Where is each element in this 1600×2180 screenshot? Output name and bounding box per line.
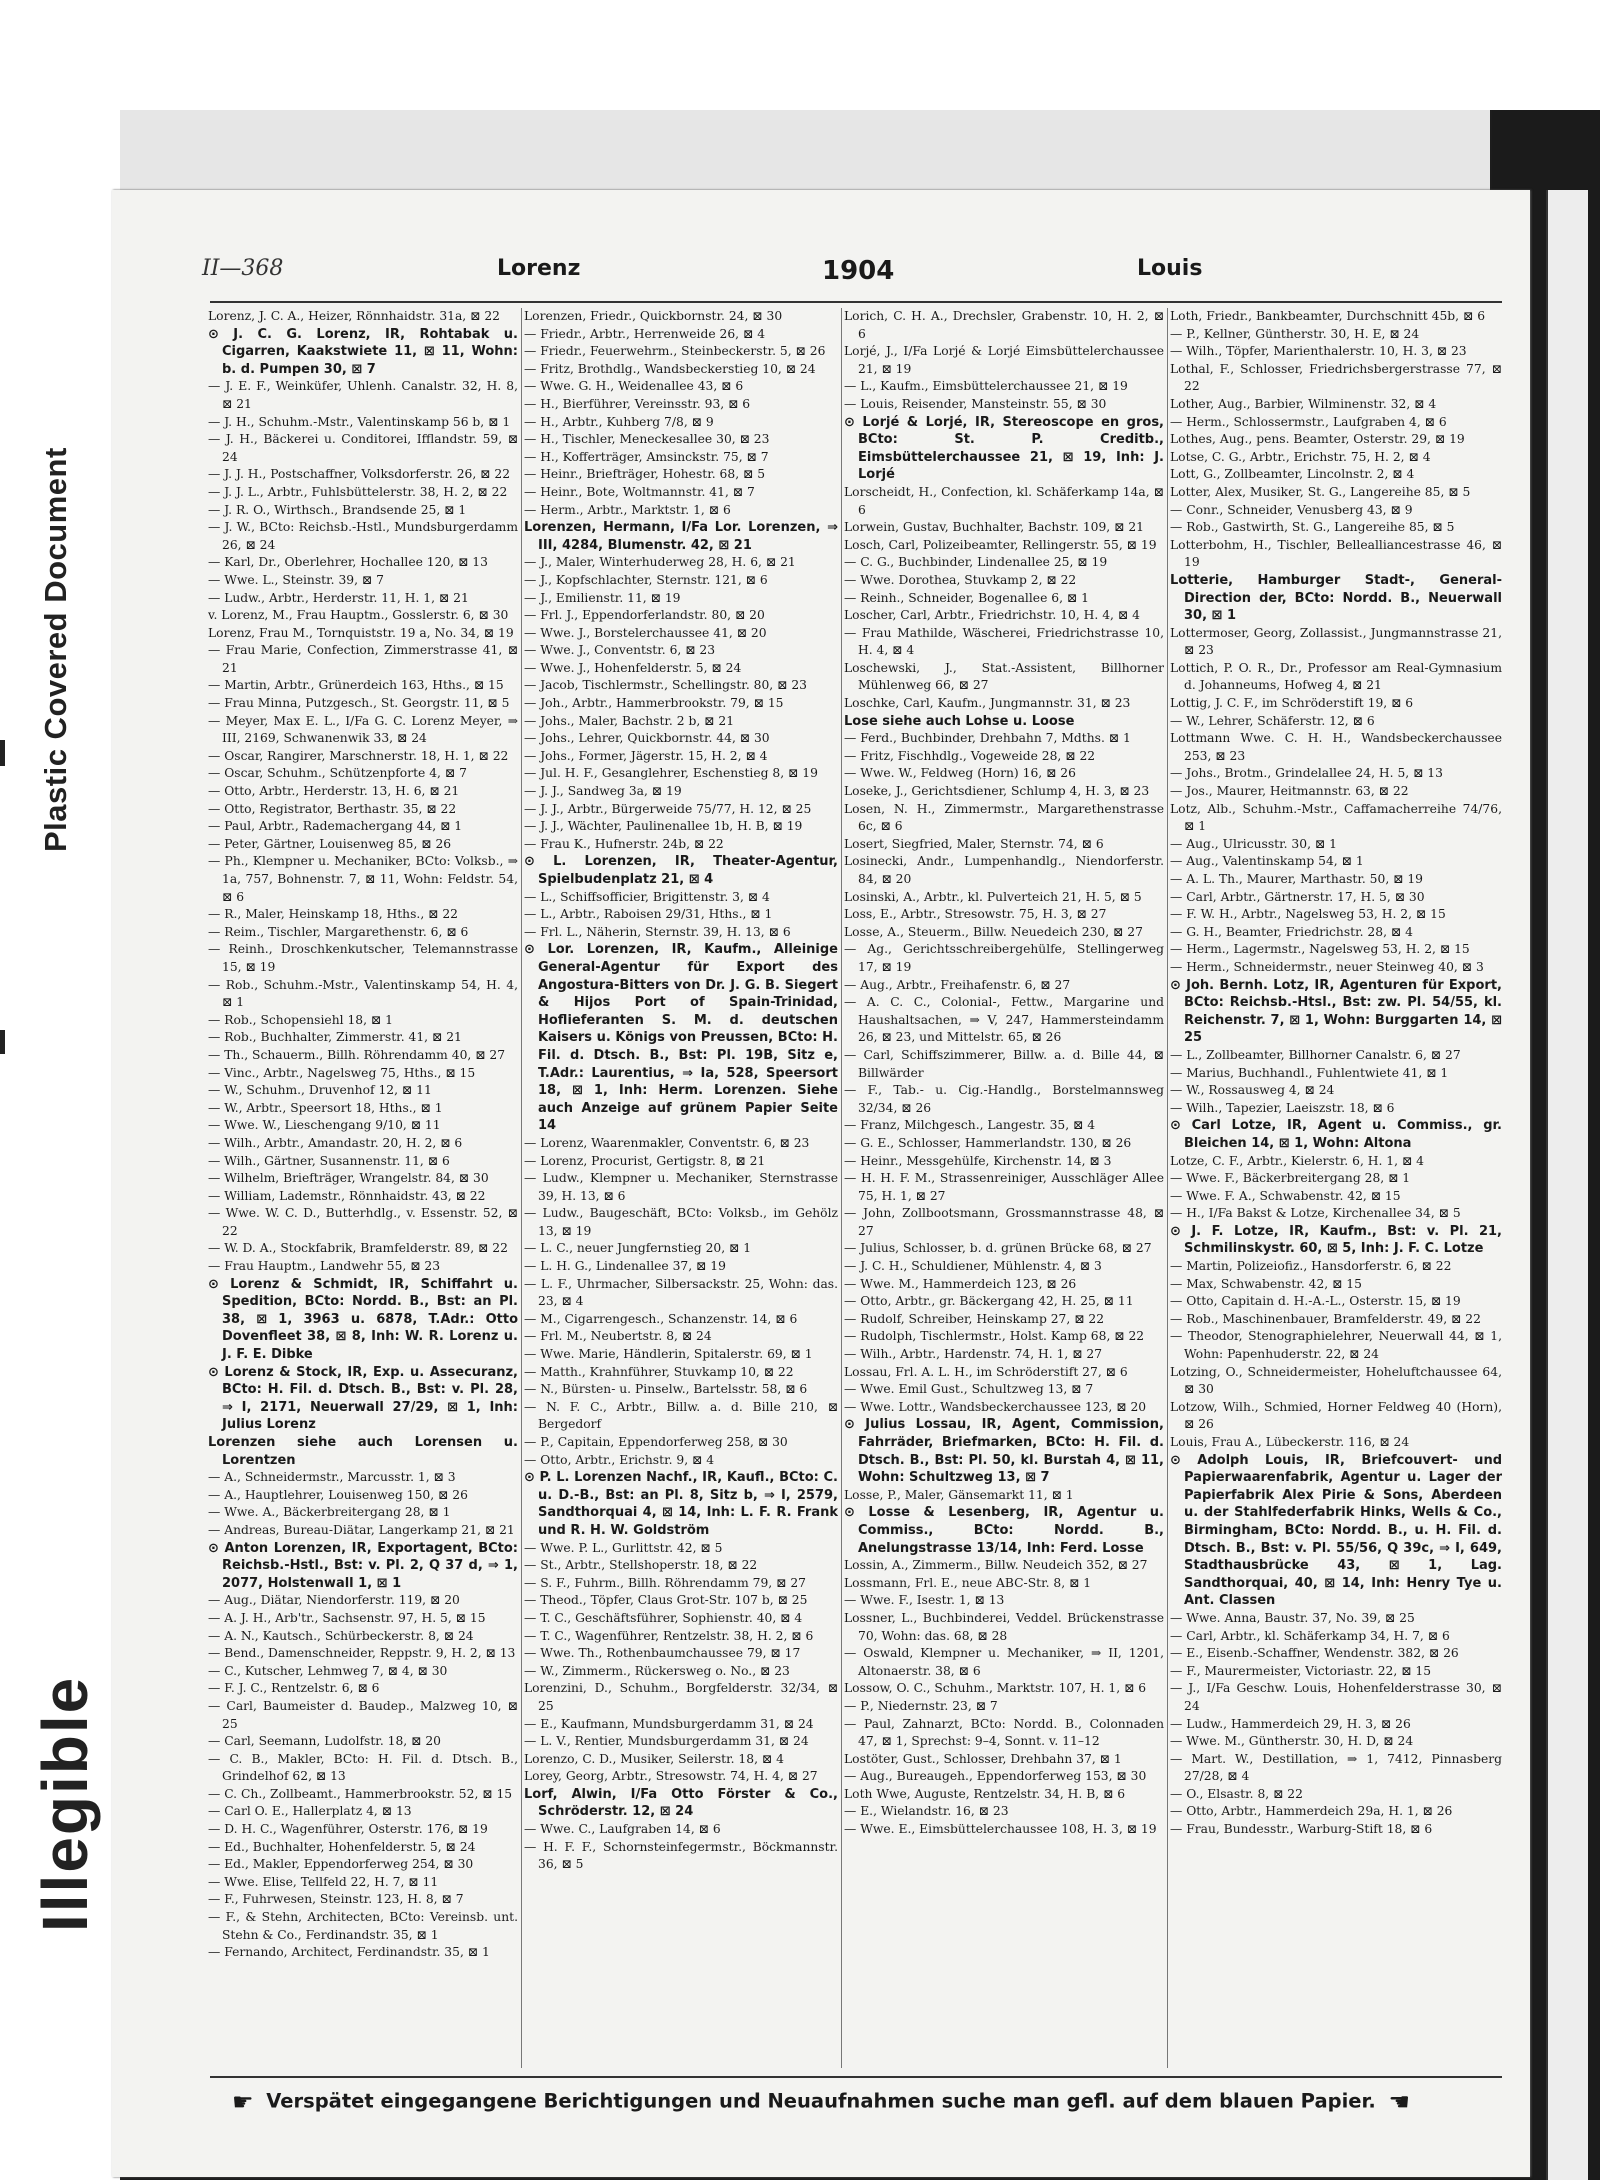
directory-entry: — Wwe. Emil Gust., Schultzweg 13, ⊠ 7: [844, 1382, 1094, 1397]
directory-entry: Losen, N. H., Zimmermstr., Margarethenstrasse 6c, ⊠ 6: [844, 801, 1164, 834]
directory-entry: — P., Niedernstr. 23, ⊠ 7: [844, 1698, 998, 1713]
directory-entry: — Aug., Diätar, Niendorferstr. 119, ⊠ 20: [208, 1593, 460, 1608]
directory-entry: — Herm., Schlossermstr., Laufgraben 4, ⊠ 6: [1170, 414, 1447, 429]
directory-entry: — Johs., Maler, Bachstr. 2 b, ⊠ 21: [524, 713, 735, 728]
directory-entry: — C. B., Makler, BCto: H. Fil. d. Dtsch. B., Grindelhof 62, ⊠ 13: [208, 1751, 518, 1784]
directory-entry: ⊙ P. L. Lorenzen Nachf., IR, Kaufl., BCto: C. u. D.-B., Bst: an Pl. 8, Sitz b, ⇒ I, 2579, Sandthorquai 4, ⊠ 14, Inh: L. F. R. Frank und R. H. W. Goldström: [524, 1470, 838, 1538]
directory-entry: — Karl, Dr., Oberlehrer, Hochallee 120, ⊠ 13: [208, 555, 488, 570]
directory-entry: Lossau, Frl. A. L. H., im Schröderstift 27, ⊠ 6: [844, 1364, 1128, 1379]
directory-entry: Lossow, O. C., Schuhm., Marktstr. 107, H. 1, ⊠ 6: [844, 1681, 1147, 1696]
directory-entry: — Johs., Former, Jägerstr. 15, H. 2, ⊠ 4: [524, 748, 768, 763]
directory-entry: — Wilh., Töpfer, Marienthalerstr. 10, H. 3, ⊠ 23: [1170, 344, 1467, 359]
directory-entry: — H., Bierführer, Vereinsstr. 93, ⊠ 6: [524, 396, 751, 411]
edge-mark: [0, 1030, 5, 1054]
directory-entry: Losse, A., Steuerm., Billw. Neuedeich 230, ⊠ 27: [844, 924, 1143, 939]
directory-entry: — H., Kofferträger, Amsinckstr. 75, ⊠ 7: [524, 449, 769, 464]
directory-entry: Lorenz, J. C. A., Heizer, Rönnhaidstr. 31a, ⊠ 22: [208, 309, 500, 323]
directory-entry: — Julius, Schlosser, b. d. grünen Brücke 68, ⊠ 27: [844, 1241, 1152, 1256]
directory-entry: — Vinc., Arbtr., Nagelsweg 75, Hths., ⊠ 15: [208, 1065, 476, 1080]
directory-entry: — Paul, Zahnarzt, BCto: Nordd. B., Colonnaden 47, ⊠ 1, Sprechst: 9–4, Sonnt. v. 11–12: [844, 1716, 1164, 1749]
directory-entry: — J. J. H., Postschaffner, Volksdorferstr. 26, ⊠ 22: [208, 467, 511, 482]
directory-entry: — S. F., Fuhrm., Billh. Röhrendamm 79, ⊠ 27: [524, 1575, 806, 1590]
directory-entry: Loss, E., Arbtr., Stresowstr. 75, H. 3, ⊠ 27: [844, 907, 1107, 922]
directory-entry: Lotterbohm, H., Tischler, Bellealliancestrasse 46, ⊠ 19: [1170, 537, 1502, 570]
directory-column-4: [1170, 308, 1502, 2070]
directory-column-3: [844, 308, 1164, 2070]
directory-entry: — Th., Schauerm., Billh. Röhrendamm 40, ⊠ 27: [208, 1047, 506, 1062]
directory-entry: — Reinh., Droschkenkutscher, Telemannstrasse 15, ⊠ 19: [208, 942, 518, 974]
footer-notice: [112, 2088, 1530, 2116]
directory-entry: — Frau Marie, Confection, Zimmerstrasse 41, ⊠ 21: [208, 643, 518, 675]
directory-entry: — W., Rossausweg 4, ⊠ 24: [1170, 1083, 1335, 1098]
directory-entry: — Conr., Schneider, Venusberg 43, ⊠ 9: [1170, 502, 1413, 517]
directory-entry: Lother, Aug., Barbier, Wilminenstr. 32, ⊠ 4: [1170, 396, 1437, 411]
directory-entry: — Rudolf, Schreiber, Heinskamp 27, ⊠ 22: [844, 1311, 1105, 1326]
directory-entry: — Rob., Schuhm.-Mstr., Valentinskamp 54, H. 4, ⊠ 1: [208, 977, 518, 1010]
directory-entry: — C. Ch., Zollbeamt., Hammerbrookstr. 52, ⊠ 15: [208, 1786, 513, 1801]
directory-entry: — H. F. F., Schornsteinfegermstr., Böckmannstr. 36, ⊠ 5: [524, 1839, 838, 1872]
directory-entry: Lotse, C. G., Arbtr., Erichstr. 75, H. 2, ⊠ 4: [1170, 449, 1431, 464]
directory-entry: — Rob., Maschinenbauer, Bramfelderstr. 49, ⊠ 22: [1170, 1311, 1481, 1326]
directory-entry: — Wilh., Arbtr., Amandastr. 20, H. 2, ⊠ 6: [208, 1135, 463, 1150]
directory-entry: — J. H., Schuhm.-Mstr., Valentinskamp 56 b, ⊠ 1: [208, 414, 511, 429]
directory-entry: — L., Zollbeamter, Billhorner Canalstr. 6, ⊠ 27: [1170, 1047, 1461, 1062]
directory-entry: Lothal, F., Schlosser, Friedrichsbergerstrasse 77, ⊠ 22: [1170, 361, 1502, 394]
directory-entry: — L. H. G., Lindenallee 37, ⊠ 19: [524, 1259, 726, 1274]
directory-entry: — L., Arbtr., Raboisen 29/31, Hths., ⊠ 1: [524, 907, 773, 922]
directory-entry: — Wwe. A., Bäckerbreitergang 28, ⊠ 1: [208, 1505, 451, 1520]
directory-entry: — J. E. F., Weinküfer, Uhlenh. Canalstr. 32, H. 8, ⊠ 21: [208, 379, 518, 411]
directory-entry: — Heinr., Briefträger, Hohestr. 68, ⊠ 5: [524, 467, 766, 482]
directory-entry: — Wwe. Anna, Baustr. 37, No. 39, ⊠ 25: [1170, 1610, 1415, 1625]
directory-entry: — Theodor, Stenographielehrer, Neuerwall 44, ⊠ 1, Wohn: Papenhuderstr. 22, ⊠ 24: [1170, 1329, 1502, 1362]
directory-entry: Losinski, A., Arbtr., kl. Pulverteich 21, H. 5, ⊠ 5: [844, 889, 1142, 904]
directory-entry: — H. H. F. M., Strassenreiniger, Ausschläger Allee 75, H. 1, ⊠ 27: [844, 1171, 1164, 1203]
directory-entry: Louis, Frau A., Lübeckerstr. 116, ⊠ 24: [1170, 1435, 1410, 1449]
directory-entry: — Frl. J., Eppendorferlandstr. 80, ⊠ 20: [524, 608, 765, 623]
directory-entry: ⊙ L. Lorenzen, IR, Theater-Agentur, Spielbudenplatz 21, ⊠ 4: [524, 854, 838, 887]
directory-entry: — J. J., Wächter, Paulinenallee 1b, H. B, ⊠ 19: [524, 819, 803, 834]
directory-entry: — Andreas, Bureau-Diätar, Langerkamp 21, ⊠ 21: [208, 1522, 515, 1537]
directory-entry: — Otto, Arbtr., Erichstr. 9, ⊠ 4: [524, 1452, 715, 1467]
directory-entry: — Otto, Arbtr., gr. Bäckergang 42, H. 25, ⊠ 11: [844, 1294, 1134, 1309]
directory-entry: — Herm., Arbtr., Marktstr. 1, ⊠ 6: [524, 502, 731, 517]
directory-entry: — Wilh., Gärtner, Susannenstr. 11, ⊠ 6: [208, 1153, 450, 1168]
directory-entry: — Fritz, Fischhdlg., Vogeweide 28, ⊠ 22: [844, 748, 1096, 763]
directory-entry: — E., Wielandstr. 16, ⊠ 23: [844, 1804, 1009, 1819]
scanner-top-band: [120, 110, 1490, 190]
directory-entry: — Lorenz, Procurist, Gertigstr. 8, ⊠ 21: [524, 1153, 766, 1168]
directory-entry: — Reim., Tischler, Margarethenstr. 6, ⊠ 6: [208, 924, 469, 939]
directory-entry: — J. C. H., Schuldiener, Mühlenstr. 4, ⊠ 3: [844, 1259, 1102, 1274]
directory-entry: Lottich, P. O. R., Dr., Professor am Real-Gymnasium d. Johanneums, Hofweg 4, ⊠ 21: [1170, 660, 1502, 693]
directory-entry: — P., Kellner, Güntherstr. 30, H. E, ⊠ 24: [1170, 326, 1420, 341]
directory-entry: Losse, P., Maler, Gänsemarkt 11, ⊠ 1: [844, 1487, 1074, 1502]
directory-entry: — Ludw., Klempner u. Mechaniker, Sternstrasse 39, H. 13, ⊠ 6: [524, 1171, 838, 1203]
directory-entry: — J. R. O., Wirthsch., Brandsende 25, ⊠ 1: [208, 502, 467, 517]
directory-entry: Lossner, L., Buchbinderei, Veddel. Brückenstrasse 70, Wohn: das. 68, ⊠ 28: [844, 1610, 1164, 1643]
directory-entry: Lorey, Georg, Arbtr., Stresowstr. 74, H. 4, ⊠ 27: [524, 1769, 818, 1784]
directory-entry: Lose siehe auch Lohse u. Loose: [844, 713, 1075, 729]
directory-entry: — F., & Stehn, Architecten, BCto: Vereinsb. unt. Stehn & Co., Ferdinandstr. 35, ⊠ 1: [208, 1910, 518, 1942]
directory-entry: — St., Arbtr., Stellshoperstr. 18, ⊠ 22: [524, 1558, 758, 1573]
directory-entry: — Frau K., Hufnerstr. 24b, ⊠ 22: [524, 836, 724, 851]
directory-entry: — J., I/Fa Geschw. Louis, Hohenfelderstrasse 30, ⊠ 24: [1170, 1681, 1502, 1713]
directory-entry: — L. C., neuer Jungfernstieg 20, ⊠ 1: [524, 1241, 752, 1256]
running-head-year: 1904: [822, 256, 895, 286]
directory-entry: — Frau Minna, Putzgesch., St. Georgstr. 11, ⊠ 5: [208, 696, 510, 711]
directory-entry: — Wwe. Lottr., Wandsbeckerchaussee 123, ⊠ 20: [844, 1399, 1147, 1414]
directory-entry: v. Lorenz, M., Frau Hauptm., Gosslerstr. 6, ⊠ 30: [208, 608, 509, 623]
running-head-right: Louis: [1137, 256, 1203, 281]
directory-entry: — Wwe. J., Hohenfelderstr. 5, ⊠ 24: [524, 660, 742, 675]
directory-entry: — Jacob, Tischlermstr., Schellingstr. 80, ⊠ 23: [524, 678, 807, 693]
directory-entry: — C., Kutscher, Lehmweg 7, ⊠ 4, ⊠ 30: [208, 1663, 448, 1678]
directory-entry: Lostöter, Gust., Schlosser, Drehbahn 37, ⊠ 1: [844, 1751, 1122, 1766]
directory-entry: — H., I/Fa Bakst & Lotze, Kirchenallee 34, ⊠ 5: [1170, 1206, 1461, 1221]
directory-entry: — Lorenz, Waarenmakler, Conventstr. 6, ⊠ 23: [524, 1135, 810, 1150]
directory-entry: — Wwe. Marie, Händlerin, Spitalerstr. 69, ⊠ 1: [524, 1347, 813, 1362]
left-margin: [0, 0, 120, 2177]
directory-entry: ⊙ Joh. Bernh. Lotz, IR, Agenturen für Export, BCto: Reichsb.-Htsl., Bst: zw. Pl. 54/55, kl. Reichenstr. 7, ⊠ 1, Wohn: Burggarten 14, ⊠ 25: [1170, 977, 1502, 1046]
directory-entry: — M., Cigarrengesch., Schanzenstr. 14, ⊠ 6: [524, 1311, 798, 1326]
directory-entry: — Carl, Baumeister d. Baudep., Malzweg 10, ⊠ 25: [208, 1698, 518, 1731]
directory-entry: — G. H., Beamter, Friedrichstr. 28, ⊠ 4: [1170, 924, 1413, 939]
directory-entry: Lorenzini, D., Schuhm., Borgfelderstr. 32/34, ⊠ 25: [524, 1681, 838, 1713]
directory-entry: — Wwe. Dorothea, Stuvkamp 2, ⊠ 22: [844, 572, 1077, 587]
directory-entry: Lorjé, J., I/Fa Lorjé & Lorjé Eimsbüttelerchaussee 21, ⊠ 19: [844, 344, 1164, 376]
directory-entry: — Frl. L., Näherin, Sternstr. 39, H. 13, ⊠ 6: [524, 924, 791, 939]
directory-entry: — Rob., Schopensiehl 18, ⊠ 1: [208, 1012, 393, 1027]
directory-column-2: [524, 308, 838, 2070]
directory-entry: — Bend., Damenschneider, Reppstr. 9, H. 2, ⊠ 13: [208, 1646, 516, 1661]
directory-entry: — Wwe. C., Laufgraben 14, ⊠ 6: [524, 1822, 721, 1837]
directory-entry: — Heinr., Bote, Woltmannstr. 41, ⊠ 7: [524, 484, 755, 499]
directory-entry: — Frau Hauptm., Landwehr 55, ⊠ 23: [208, 1259, 441, 1274]
directory-entry: ⊙ Adolph Louis, IR, Briefcouvert- und Papierwaarenfabrik, Agentur u. Lager der Papierfabrik Alex Pirie & Sons, Aberdeen u. der Stahlfederfabrik Hinks, Wells & Co., Birmingham, BCto: Nordd. B., u. H. Fil. d. Dtsch. B., Bst: v. Pl. 55/56, Q 39c, ⇒ I, 649, Stadthausbrücke 43, ⊠ 1, Lag. Sandthorquai, 40, ⊠ 14, Inh: Henry Tye u. Ant. Classen: [1170, 1452, 1502, 1609]
directory-entry: — Oscar, Rangirer, Marschnerstr. 18, H. 1, ⊠ 22: [208, 748, 509, 763]
directory-entry: — Marius, Buchhandl., Fuhlentwiete 41, ⊠ 1: [1170, 1065, 1449, 1080]
directory-entry: — Heinr., Messgehülfe, Kirchenstr. 14, ⊠ 3: [844, 1153, 1112, 1168]
directory-entry: — D. H. C., Wagenführer, Osterstr. 176, ⊠ 19: [208, 1822, 488, 1837]
directory-entry: — Rob., Buchhalter, Zimmerstr. 41, ⊠ 21: [208, 1030, 462, 1045]
directory-entry: — G. E., Schlosser, Hammerlandstr. 130, ⊠ 26: [844, 1135, 1132, 1150]
column-divider: [1167, 308, 1168, 2068]
pointing-hand-right-icon: ☛: [231, 2088, 254, 2116]
directory-entry: ⊙ J. F. Lotze, IR, Kaufm., Bst: v. Pl. 21, Schmilinskystr. 60, ⊠ 5, Inh: J. F. C. Lotze: [1170, 1223, 1502, 1257]
directory-entry: — Johs., Lehrer, Quickbornstr. 44, ⊠ 30: [524, 731, 770, 746]
directory-entry: — W., Arbtr., Speersort 18, Hths., ⊠ 1: [208, 1100, 443, 1115]
directory-entry: Loschke, Carl, Kaufm., Jungmannstr. 31, ⊠ 23: [844, 696, 1131, 711]
page-number: II—368: [202, 256, 284, 281]
directory-entry: Losert, Siegfried, Maler, Sternstr. 74, ⊠ 6: [844, 836, 1104, 851]
directory-entry: Lotterie, Hamburger Stadt-, General-Direction der, BCto: Nordd. B., Neuerwall 30, ⊠ 1: [1170, 572, 1502, 624]
directory-entry: Lorich, C. H. A., Drechsler, Grabenstr. 10, H. 2, ⊠ 6: [844, 309, 1164, 341]
directory-entry: — Oscar, Schuhm., Schützenpforte 4, ⊠ 7: [208, 766, 467, 781]
directory-entry: — Friedr., Arbtr., Herrenweide 26, ⊠ 4: [524, 326, 766, 341]
directory-entry: Lorenzo, C. D., Musiker, Seilerstr. 18, ⊠ 4: [524, 1751, 784, 1766]
directory-entry: — Wwe. Th., Rothenbaumchaussee 79, ⊠ 17: [524, 1646, 801, 1661]
directory-entry: Loth Wwe, Auguste, Rentzelstr. 34, H. B, ⊠ 6: [844, 1786, 1126, 1801]
directory-entry: — F., Maurermeister, Victoriastr. 22, ⊠ 15: [1170, 1663, 1432, 1678]
directory-entry: ⊙ Julius Lossau, IR, Agent, Commission, Fahrräder, Briefmarken, BCto: H. Fil. d. Dtsch. B., Bst: Pl. 50, kl. Burstah 4, ⊠ 11, Wohn: Schultzweg 13, ⊠ 7: [844, 1417, 1164, 1486]
directory-entry: — E., Kaufmann, Mundsburgerdamm 31, ⊠ 24: [524, 1716, 814, 1731]
directory-entry: — Wwe. W., Feldweg (Horn) 16, ⊠ 26: [844, 766, 1076, 781]
directory-entry: — Friedr., Feuerwehrm., Steinbeckerstr. 5, ⊠ 26: [524, 344, 826, 359]
directory-entry: — Wilh., Tapezier, Laeiszstr. 18, ⊠ 6: [1170, 1100, 1395, 1115]
directory-entry: — Wwe. W., Lieschengang 9/10, ⊠ 11: [208, 1118, 441, 1133]
plastic-covered-label: Plastic Covered Document: [38, 447, 73, 852]
directory-entry: — Carl O. E., Hallerplatz 4, ⊠ 13: [208, 1804, 412, 1819]
directory-entry: — Otto, Arbtr., Hammerdeich 29a, H. 1, ⊠ 26: [1170, 1804, 1453, 1819]
directory-entry: Lotzing, O., Schneidermeister, Hoheluftchaussee 64, ⊠ 30: [1170, 1364, 1502, 1397]
directory-entry: — Rudolph, Tischlermstr., Holst. Kamp 68, ⊠ 22: [844, 1329, 1145, 1344]
directory-entry: ⊙ Lorenz & Stock, IR, Exp. u. Assecuranz, BCto: H. Fil. d. Dtsch. B., Bst: v. Pl. 28, ⇒ I, 2171, Neuerwall 27/29, ⊠ 1, Inh: Julius Lorenz: [208, 1364, 518, 1433]
directory-entry: — Wwe. J., Borstelerchaussee 41, ⊠ 20: [524, 625, 767, 640]
directory-entry: — J., Maler, Winterhuderweg 28, H. 6, ⊠ 21: [524, 555, 796, 570]
directory-entry: Lotze, C. F., Arbtr., Kielerstr. 6, H. 1, ⊠ 4: [1170, 1153, 1424, 1168]
directory-entry: Lossmann, Frl. E., neue ABC-Str. 8, ⊠ 1: [844, 1575, 1092, 1590]
directory-entry: — W., Lehrer, Schäferstr. 12, ⊠ 6: [1170, 713, 1375, 728]
directory-entry: — Carl, Schiffszimmerer, Billw. a. d. Bille 44, ⊠ Billwärder: [844, 1047, 1164, 1080]
directory-entry: — Ludw., Arbtr., Herderstr. 11, H. 1, ⊠ 21: [208, 590, 469, 605]
directory-entry: — W., Zimmerm., Rückersweg o. No., ⊠ 23: [524, 1663, 790, 1678]
directory-entry: — Ludw., Baugeschäft, BCto: Volksb., im Gehölz 13, ⊠ 19: [524, 1206, 838, 1238]
directory-entry: Loth, Friedr., Bankbeamter, Durchschnitt 45b, ⊠ 6: [1170, 309, 1486, 323]
directory-entry: — Jul. H. F., Gesanglehrer, Eschenstieg 8, ⊠ 19: [524, 766, 818, 781]
directory-entry: — Wwe. G. H., Weidenallee 43, ⊠ 6: [524, 379, 744, 394]
directory-entry: Lorenzen, Hermann, I/Fa Lor. Lorenzen, ⇒ III, 4284, Blumenstr. 42, ⊠ 21: [524, 520, 838, 553]
directory-entry: Lottig, J. C. F., im Schröderstift 19, ⊠ 6: [1170, 696, 1414, 711]
directory-entry: — Aug., Bureaugeh., Eppendorferweg 153, ⊠ 30: [844, 1769, 1147, 1784]
directory-entry: — A., Hauptlehrer, Louisenweg 150, ⊠ 26: [208, 1487, 468, 1502]
directory-entry: — Martin, Polizeiofiz., Hansdorferstr. 6, ⊠ 22: [1170, 1259, 1452, 1274]
directory-entry: — H., Tischler, Meneckesallee 30, ⊠ 23: [524, 432, 770, 447]
directory-entry: — F. W. H., Arbtr., Nagelsweg 53, H. 2, ⊠ 15: [1170, 907, 1446, 922]
directory-entry: — F., Fuhrwesen, Steinstr. 123, H. 8, ⊠ 7: [208, 1892, 464, 1907]
directory-entry: — L., Schiffsofficier, Brigittenstr. 3, ⊠ 4: [524, 889, 770, 904]
directory-entry: — T. C., Wagenführer, Rentzelstr. 38, H. 2, ⊠ 6: [524, 1628, 814, 1643]
directory-entry: — F. J. C., Rentzelstr. 6, ⊠ 6: [208, 1681, 380, 1696]
directory-entry: — L. V., Rentier, Mundsburgerdamm 31, ⊠ 24: [524, 1734, 809, 1749]
directory-entry: — Otto, Registrator, Berthastr. 35, ⊠ 22: [208, 801, 457, 816]
directory-entry: Losinecki, Andr., Lumpenhandlg., Niendorferstr. 84, ⊠ 20: [844, 854, 1164, 886]
directory-entry: — Martin, Arbtr., Grünerdeich 163, Hths., ⊠ 15: [208, 678, 504, 693]
directory-entry: — A. L. Th., Maurer, Marthastr. 50, ⊠ 19: [1170, 872, 1423, 886]
directory-entry: — J. W., BCto: Reichsb.-Hstl., Mundsburgerdamm 26, ⊠ 24: [208, 520, 518, 552]
directory-entry: — Fernando, Architect, Ferdinandstr. 35, ⊠ 1: [208, 1945, 490, 1960]
directory-entry: — W. D. A., Stockfabrik, Bramfelderstr. 89, ⊠ 22: [208, 1241, 508, 1256]
directory-entry: — Wilh., Arbtr., Hardenstr. 74, H. 1, ⊠ 27: [844, 1347, 1103, 1362]
directory-entry: — E., Eisenb.-Schaffner, Wendenstr. 382, ⊠ 26: [1170, 1646, 1459, 1661]
edge-mark: [0, 740, 5, 766]
directory-entry: — J. J., Sandweg 3a, ⊠ 19: [524, 784, 682, 799]
directory-entry: — N. F. C., Arbtr., Billw. a. d. Bille 210, ⊠ Bergedorf: [524, 1399, 838, 1432]
footer-text: Verspätet eingegangene Berichtigungen und Neuaufnahmen suche man gefl. auf dem blauen Papier.: [266, 2089, 1376, 2113]
directory-entry: ⊙ Lorjé & Lorjé, IR, Stereoscope en gros, BCto: St. P. Creditb., Eimsbüttelerchaussee 21, ⊠ 19, Inh: J. Lorjé: [844, 414, 1164, 483]
directory-entry: — J., Kopfschlachter, Sternstr. 121, ⊠ 6: [524, 572, 768, 587]
directory-entry: — Herm., Schneidermstr., neuer Steinweg 40, ⊠ 3: [1170, 959, 1484, 974]
directory-entry: — Frau, Bundesstr., Warburg-Stift 18, ⊠ 6: [1170, 1822, 1433, 1837]
directory-entry: — J. J., Arbtr., Bürgerweide 75/77, H. 12, ⊠ 25: [524, 801, 812, 816]
illegible-label: Illegible: [29, 1675, 101, 1932]
directory-entry: — Ag., Gerichtsschreibergehülfe, Stellingerweg 17, ⊠ 19: [844, 942, 1164, 974]
directory-entry: — Frau Mathilde, Wäscherei, Friedrichstrasse 10, H. 4, ⊠ 4: [844, 625, 1164, 658]
directory-entry: — A. N., Kautsch., Schürbeckerstr. 8, ⊠ 24: [208, 1628, 474, 1643]
directory-entry: Lorf, Alwin, I/Fa Otto Förster & Co., Schröderstr. 12, ⊠ 24: [524, 1786, 838, 1820]
directory-entry: — A., Schneidermstr., Marcusstr. 1, ⊠ 3: [208, 1470, 456, 1485]
directory-entry: — Fritz, Brothdlg., Wandsbeckerstieg 10, ⊠ 24: [524, 361, 816, 376]
directory-entry: ⊙ Losse & Lesenberg, IR, Agentur u. Commiss., BCto: Nordd. B., Anelungstrasse 13/14, Inh: Ferd. Losse: [844, 1505, 1164, 1556]
directory-entry: — Wwe. E., Eimsbüttelerchaussee 108, H. 3, ⊠ 19: [844, 1822, 1157, 1837]
directory-entry: Lorenzen siehe auch Lorensen u. Lorentzen: [208, 1435, 518, 1468]
directory-entry: — L., Kaufm., Eimsbüttelerchaussee 21, ⊠ 19: [844, 379, 1128, 394]
directory-page: [112, 190, 1530, 2177]
directory-entry: — Ferd., Buchbinder, Drehbahn 7, Mdths. ⊠ 1: [844, 731, 1131, 746]
directory-entry: — Ludw., Hammerdeich 29, H. 3, ⊠ 26: [1170, 1716, 1411, 1731]
directory-entry: — Louis, Reisender, Mansteinstr. 55, ⊠ 30: [844, 396, 1107, 411]
footer-rule: [210, 2076, 1502, 2078]
directory-entry: — T. C., Geschäftsführer, Sophienstr. 40, ⊠ 4: [524, 1610, 803, 1625]
directory-entry: — Otto, Arbtr., Herderstr. 13, H. 6, ⊠ 21: [208, 784, 460, 799]
directory-entry: — J., Emilienstr. 11, ⊠ 19: [524, 590, 681, 605]
directory-entry: — Aug., Ulricusstr. 30, ⊠ 1: [1170, 836, 1337, 851]
directory-entry: — Oswald, Klempner u. Mechaniker, ⇒ II, 1201, Altonaerstr. 38, ⊠ 6: [844, 1646, 1164, 1678]
directory-entry: Loseke, J., Gerichtsdiener, Schlump 4, H. 3, ⊠ 23: [844, 784, 1150, 799]
directory-entry: — Wwe. L., Steinstr. 39, ⊠ 7: [208, 572, 384, 587]
directory-entry: — C. G., Buchbinder, Lindenallee 25, ⊠ 19: [844, 555, 1108, 570]
directory-entry: — John, Zollbootsmann, Grossmannstrasse 48, ⊠ 27: [844, 1206, 1164, 1238]
directory-entry: — P., Capitain, Eppendorferweg 258, ⊠ 30: [524, 1435, 788, 1449]
directory-entry: — Aug., Valentinskamp 54, ⊠ 1: [1170, 854, 1364, 869]
directory-entry: — Aug., Arbtr., Freihafenstr. 6, ⊠ 27: [844, 977, 1071, 992]
directory-entry: — Wwe. F. A., Schwabenstr. 42, ⊠ 15: [1170, 1188, 1401, 1203]
directory-entry: — W., Schuhm., Druvenhof 12, ⊠ 11: [208, 1083, 432, 1098]
directory-entry: Lorenzen, Friedr., Quickbornstr. 24, ⊠ 30: [524, 309, 783, 323]
directory-entry: — A. J. H., Arb'tr., Sachsenstr. 97, H. 5, ⊠ 15: [208, 1610, 486, 1625]
directory-entry: — Carl, Seemann, Ludolfstr. 18, ⊠ 20: [208, 1734, 441, 1749]
directory-entry: — Johs., Brotm., Grindelallee 24, H. 5, ⊠ 13: [1170, 766, 1443, 781]
directory-entry: — Mart. W., Destillation, ⇒ 1, 7412, Pinnasberg 27/28, ⊠ 4: [1170, 1751, 1502, 1784]
directory-entry: Loscher, Carl, Arbtr., Friedrichstr. 10, H. 4, ⊠ 4: [844, 608, 1140, 623]
directory-entry: Lothes, Aug., pens. Beamter, Osterstr. 29, ⊠ 19: [1170, 432, 1465, 447]
directory-entry: — Peter, Gärtner, Louisenweg 85, ⊠ 26: [208, 836, 452, 851]
directory-entry: Lorenz, Frau M., Tornquiststr. 19 a, No. 34, ⊠ 19: [208, 625, 514, 640]
directory-entry: — O., Elsastr. 8, ⊠ 22: [1170, 1786, 1303, 1801]
directory-column-1: [208, 308, 518, 2070]
directory-entry: Lottmann Wwe. C. H. H., Wandsbeckerchaussee 253, ⊠ 23: [1170, 731, 1502, 763]
directory-entry: ⊙ Anton Lorenzen, IR, Exportagent, BCto: Reichsb.-Hstl., Bst: v. Pl. 2, Q 37 d, ⇒ 1, 2077, Holstenwall 1, ⊠ 1: [208, 1540, 518, 1591]
directory-entry: Lott, G., Zollbeamter, Lincolnstr. 2, ⊠ 4: [1170, 467, 1415, 482]
directory-entry: Lotter, Alex, Musiker, St. G., Langereihe 85, ⊠ 5: [1170, 484, 1471, 499]
directory-entry: — Paul, Arbtr., Rademachergang 44, ⊠ 1: [208, 819, 463, 834]
directory-entry: Lotz, Alb., Schuhm.-Mstr., Caffamacherreihe 74/76, ⊠ 1: [1170, 801, 1502, 834]
directory-entry: — N., Bürsten- u. Pinselw., Bartelsstr. 58, ⊠ 6: [524, 1382, 808, 1397]
directory-entry: — F., Tab.- u. Cig.-Handlg., Borstelmannsweg 32/34, ⊠ 26: [844, 1083, 1164, 1115]
directory-entry: Loschewski, J., Stat.-Assistent, Billhorner Mühlenweg 66, ⊠ 27: [844, 660, 1164, 693]
directory-entry: Lottermoser, Georg, Zollassist., Jungmannstrasse 21, ⊠ 23: [1170, 625, 1502, 658]
directory-entry: ⊙ Lorenz & Schmidt, IR, Schiffahrt u. Spedition, BCto: Nordd. B., Bst: an Pl. 38, ⊠ 1, 3963 u. 6878, T.Adr.: Otto Dovenfleet 38, ⊠ 8, Inh: W. R. Lorenz u. J. F. E. Dibke: [208, 1276, 518, 1363]
directory-entry: — R., Maler, Heinskamp 18, Hths., ⊠ 22: [208, 907, 459, 922]
directory-entry: ⊙ Carl Lotze, IR, Agent u. Commiss., gr. Bleichen 14, ⊠ 1, Wohn: Altona: [1170, 1118, 1502, 1151]
directory-entry: — A. C. C., Colonial-, Fettw., Margarine und Haushaltsachen, ⇒ V, 247, Hammersteindamm 26, ⊠ 23, und Mittelstr. 65, ⊠ 26: [844, 995, 1164, 1045]
directory-entry: — Wwe. P. L., Gurlittstr. 42, ⊠ 5: [524, 1540, 723, 1555]
running-head-left: Lorenz: [497, 256, 581, 281]
directory-entry: — Carl, Arbtr., kl. Schäferkamp 34, H. 7, ⊠ 6: [1170, 1628, 1450, 1643]
directory-entry: — Ed., Makler, Eppendorferweg 254, ⊠ 30: [208, 1857, 474, 1872]
directory-entry: — Carl, Arbtr., Gärtnerstr. 17, H. 5, ⊠ 30: [1170, 889, 1425, 904]
column-divider: [521, 308, 522, 2068]
pointing-hand-left-icon: ☚: [1388, 2088, 1411, 2116]
directory-entry: — Wwe. M., Güntherstr. 30, H. D, ⊠ 24: [1170, 1734, 1414, 1749]
directory-entry: — Jos., Maurer, Heitmannstr. 63, ⊠ 22: [1170, 784, 1409, 799]
directory-entry: — Ed., Buchhalter, Hohenfelderstr. 5, ⊠ 24: [208, 1839, 476, 1854]
header-rule: [210, 301, 1502, 303]
column-divider: [841, 308, 842, 2068]
directory-entry: — Wwe. Elise, Tellfeld 22, H. 7, ⊠ 11: [208, 1874, 439, 1889]
directory-entry: — Wwe. M., Hammerdeich 123, ⊠ 26: [844, 1276, 1077, 1291]
directory-entry: — Frl. M., Neubertstr. 8, ⊠ 24: [524, 1329, 712, 1344]
adjacent-page-edge: [1546, 190, 1588, 2180]
directory-entry: — Wwe. F., Isestr. 1, ⊠ 13: [844, 1593, 1005, 1608]
directory-entry: Lossin, A., Zimmerm., Billw. Neudeich 352, ⊠ 27: [844, 1558, 1148, 1573]
directory-entry: Lotzow, Wilh., Schmied, Horner Feldweg 40 (Horn), ⊠ 26: [1170, 1399, 1502, 1432]
directory-entry: — Reinh., Schneider, Bogenallee 6, ⊠ 1: [844, 590, 1089, 605]
directory-entry: — J. J. L., Arbtr., Fuhlsbüttelerstr. 38, H. 2, ⊠ 22: [208, 484, 508, 499]
directory-entry: — Matth., Krahnführer, Stuvkamp 10, ⊠ 22: [524, 1364, 794, 1379]
directory-entry: — Wilhelm, Briefträger, Wrangelstr. 84, ⊠ 30: [208, 1171, 489, 1186]
directory-entry: — Herm., Lagermstr., Nagelsweg 53, H. 2, ⊠ 15: [1170, 942, 1470, 957]
directory-entry: — L. F., Uhrmacher, Silbersackstr. 25, Wohn: das. 23, ⊠ 4: [524, 1276, 838, 1309]
directory-entry: — Franz, Milchgesch., Langestr. 35, ⊠ 4: [844, 1118, 1096, 1133]
directory-entry: — Ph., Klempner u. Mechaniker, BCto: Volksb., ⇒ 1a, 757, Bohnenstr. 7, ⊠ 11, Wohn: Feldstr. 54, ⊠ 6: [208, 854, 518, 904]
directory-entry: — J. H., Bäckerei u. Conditorei, Ifflandstr. 59, ⊠ 24: [208, 432, 518, 464]
directory-entry: Losch, Carl, Polizeibeamter, Rellingerstr. 55, ⊠ 19: [844, 537, 1157, 552]
directory-entry: — Wwe. F., Bäckerbreitergang 28, ⊠ 1: [1170, 1171, 1411, 1186]
directory-entry: — William, Lademstr., Rönnhaidstr. 43, ⊠ 22: [208, 1188, 486, 1203]
directory-entry: — Otto, Capitain d. H.-A.-L., Osterstr. 15, ⊠ 19: [1170, 1294, 1461, 1309]
directory-entry: — Joh., Arbtr., Hammerbrookstr. 79, ⊠ 15: [524, 696, 784, 711]
directory-entry: — Max, Schwabenstr. 42, ⊠ 15: [1170, 1276, 1362, 1291]
directory-entry: — Wwe. W. C. D., Butterhdlg., v. Essenstr. 52, ⊠ 22: [208, 1206, 518, 1238]
directory-entry: — Theod., Töpfer, Claus Grot-Str. 107 b, ⊠ 25: [524, 1593, 808, 1608]
directory-entry: ⊙ Lor. Lorenzen, IR, Kaufm., Alleinige General-Agentur für Export des Angostura-Bitters von Dr. J. G. B. Siegert & Hijos Port of Spain-Trinidad, Hoflieferanten S. M. d. deutschen Kaisers u. Königs von Preussen, BCto: H. Fil. d. Dtsch. B., Bst: Pl. 19B, Sitz e, T.Adr.: Laurentius, ⇒ Ia, 528, Speersort 18, ⊠ 1, Inh: Herm. Lorenzen. Siehe auch Anzeige auf grünem Papier Seite 14: [524, 942, 838, 1134]
directory-entry: — Meyer, Max E. L., I/Fa G. C. Lorenz Meyer, ⇒ III, 2169, Schwanenwik 33, ⊠ 24: [208, 713, 518, 746]
directory-entry: — H., Arbtr., Kuhberg 7/8, ⊠ 9: [524, 414, 714, 429]
directory-entry: — Rob., Gastwirth, St. G., Langereihe 85, ⊠ 5: [1170, 520, 1455, 535]
directory-entry: — Wwe. J., Conventstr. 6, ⊠ 23: [524, 643, 716, 658]
directory-entry: ⊙ J. C. G. Lorenz, IR, Rohtabak u. Cigarren, Kaakstwiete 11, ⊠ 11, Wohn: b. d. Pumpen 30, ⊠ 7: [208, 326, 518, 377]
directory-entry: Lorwein, Gustav, Buchhalter, Bachstr. 109, ⊠ 21: [844, 520, 1144, 535]
directory-entry: Lorscheidt, H., Confection, kl. Schäferkamp 14a, ⊠ 6: [844, 484, 1164, 517]
